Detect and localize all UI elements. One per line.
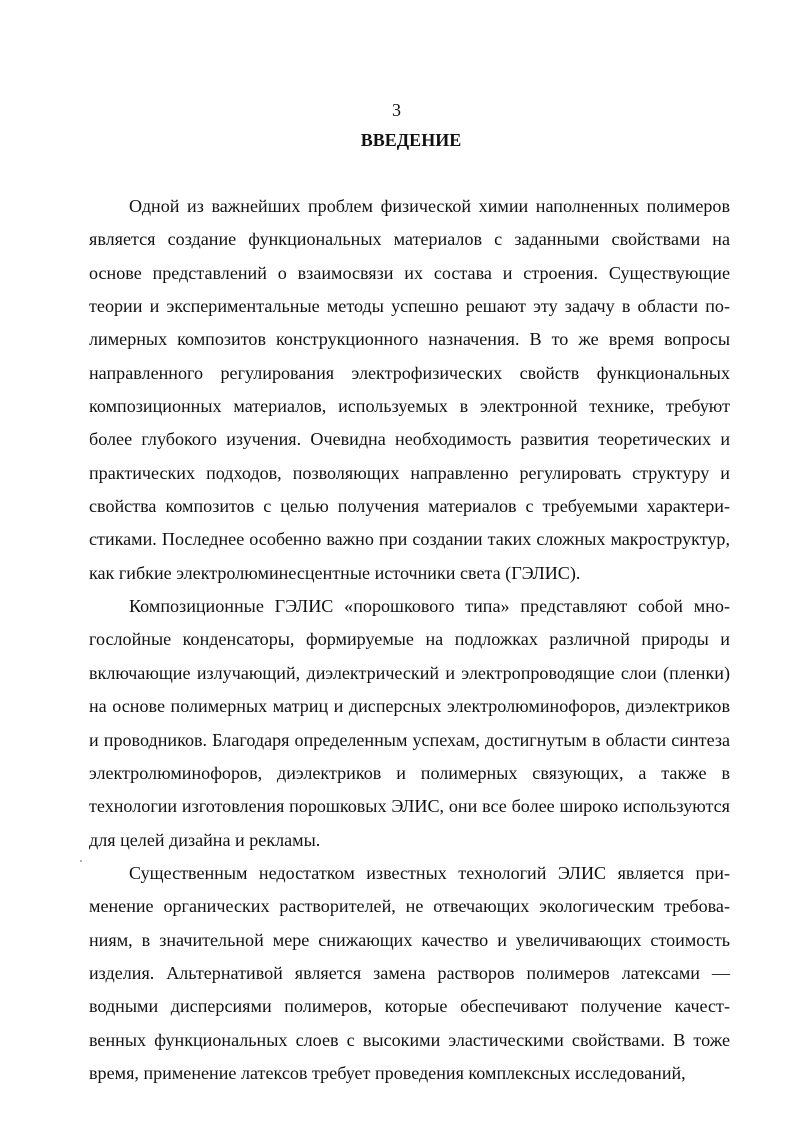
scan-speck — [80, 860, 82, 862]
page-title: ВВЕДЕНИЕ — [360, 130, 462, 150]
body-text — [89, 190, 730, 1090]
paragraph-1: Одной из важнейших проблем физической химии наполненных полимеров является создание функциональных материалов с заданными свойствами на основе представлений о взаимосвязи их состава и строения. Существующие теории и экспериментальные методы успешно решают эту задачу в области полимерных композитов конструкционного назначения. В то же время вопросы направленного регулирования электрофизических свойств функциональных композиционных материалов, используемых в электронной технике, требуют более глубокого изучения. Очевидна необходимость развития теоретических и практических подходов, позволяющих направленно регулировать структуру и свойства композитов с целью получения материалов с требуемыми характеристиками. Последнее особенно важно при создании таких сложных макроструктур, как гибкие электролюминесцентные источники света (ГЭЛИС). — [89, 196, 730, 583]
page-number: 3 — [392, 100, 401, 120]
paragraph-3: Существенным недостатком известных технологий ЭЛИС является применение органических растворителей, не отвечающих экологическим требованиям, в значительной мере снижающих качество и увеличивающих стоимость изделия. Альтернативой является замена растворов полимеров латексами — водными дисперсиями полимеров, которые обеспечивают получение качественных функциональных слоев с высокими эластическими свойствами. В тоже время, применение латексов требует проведения комплексных исследований, — [89, 862, 730, 1083]
paragraph-2: Композиционные ГЭЛИС «порошкового типа» представляют собой многослойные конденсаторы, формируемые на подложках различной природы и включающие излучающий, диэлектрический и электропроводящие слои (пленки) на основе полимерных матриц и дисперсных электролюминофоров, диэлектриков и проводников. Благодаря определенным успехам, достигнутым в области синтеза электролюминофоров, диэлектриков и полимерных связующих, а также в технологии изготовления порошковых ЭЛИС, они все более широко используются для целей дизайна и рекламы. — [89, 596, 730, 850]
